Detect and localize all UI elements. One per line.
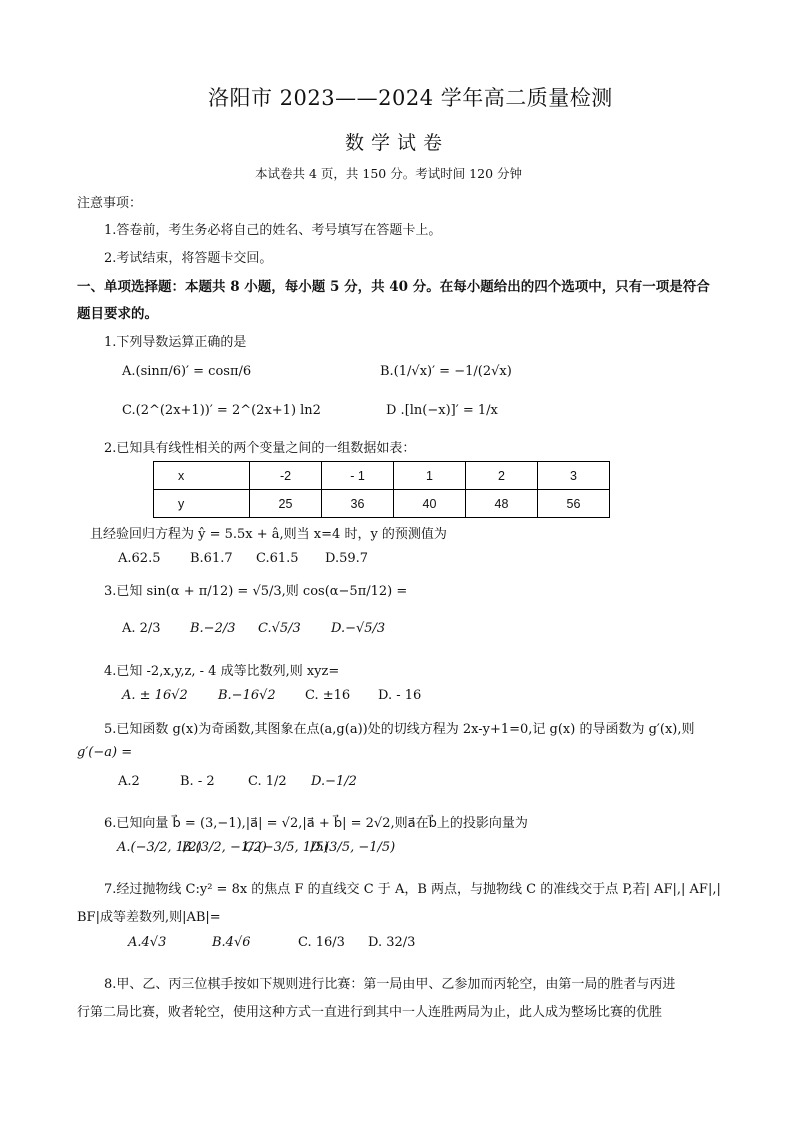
page-title: 洛阳市 2023——2024 学年高二质量检测 [208,86,613,110]
section-heading: 一、单项选择题：本题共 8 小题，每小题 5 分，共 40 分。在每小题给出的四个选项中，只有一项是符合 [77,279,710,295]
question-1-stem: 1.下列导数运算正确的是 [104,335,247,350]
q7-option-c: C. 16/3 [298,935,345,950]
notice-heading: 注意事项： [77,196,143,211]
table-cell: y [154,490,250,518]
q4-option-a: A. ± 16√2 [122,688,188,703]
q7-option-b: B.4√6 [212,935,251,950]
q3-option-b: B.−2/3 [190,621,236,636]
q5-option-c: C. 1/2 [248,774,287,789]
table-row [154,490,610,518]
q5-option-b: B. - 2 [180,774,215,789]
q6-option-b: B.(3/2, −1/2) [182,840,267,855]
table-cell: 56 [538,490,610,518]
question-7-stem: 7.经过抛物线 C:y² = 8x 的焦点 F 的直线交 C 于 A，B 两点，与抛物线 C 的准线交于点 P,若| AF|,| AF|,| [104,882,721,897]
q2-option-c: C.61.5 [256,551,299,566]
table-cell: x [154,462,250,490]
q7-option-d: D. 32/3 [368,935,416,950]
q1-option-b: B.(1/√x)′ = −1/(2√x) [380,364,512,379]
q6-option-c: C.(−3/5, 1/5) [244,840,329,855]
page-subtitle: 数学试卷 [345,132,450,154]
question-3-stem: 3.已知 sin(α + π/12) = √5/3,则 cos(α−5π/12) = [104,584,408,599]
q4-option-c: C. ±16 [305,688,351,703]
q4-option-d: D. - 16 [378,688,422,703]
q4-option-b: B.−16√2 [218,688,276,703]
question-8-stem: 8.甲、乙、丙三位棋手按如下规则进行比赛：第一局由甲、乙参加而丙轮空，由第一局的胜者与丙进 [104,977,676,992]
notice-item: 2.考试结束，将答题卡交回。 [104,251,273,266]
table-cell: - 1 [322,462,394,490]
exam-info: 本试卷共 4 页，共 150 分。考试时间 120 分钟 [255,166,523,181]
table-cell: 48 [466,490,538,518]
table-cell: 25 [250,490,322,518]
q2-option-b: B.61.7 [190,551,233,566]
table-cell: 1 [394,462,466,490]
table-row [154,462,610,490]
question-2-continuation: 且经验回归方程为 ŷ = 5.5x + â,则当 x=4 时，y 的预测值为 [90,527,447,542]
question-2-stem: 2.已知具有线性相关的两个变量之间的一组数据如表： [104,441,416,456]
q2-option-d: D.59.7 [325,551,369,566]
table-cell: 2 [466,462,538,490]
q5-option-d: D.−1/2 [311,774,357,789]
q3-option-c: C.√5/3 [258,621,301,636]
q1-option-d: D .[ln(−x)]′ = 1/x [386,403,498,418]
q6-option-a: A.(−3/2, 1/2) [117,840,202,855]
q1-option-a: A.(sinπ/6)′ = cosπ/6 [122,364,252,379]
q1-option-c: C.(2^(2x+1))′ = 2^(2x+1) ln2 [122,403,321,418]
table-cell: 36 [322,490,394,518]
table-cell: 3 [538,462,610,490]
q5-option-a: A.2 [118,774,140,789]
notice-item: 1.答卷前，考生务必将自己的姓名、考号填写在答题卡上。 [104,223,442,238]
question-8-stem-cont: 行第二局比赛，败者轮空，使用这种方式一直进行到其中一人连胜两局为止，此人成为整场比赛的优胜 [77,1005,663,1020]
section-heading-cont: 题目要求的。 [77,306,158,322]
q3-option-a: A. 2/3 [122,621,161,636]
q7-option-a: A.4√3 [128,935,167,950]
table-cell: 40 [394,490,466,518]
q6-option-d: D.(3/5, −1/5) [310,840,396,855]
question-5-stem: 5.已知函数 g(x)为奇函数,其图象在点(a,g(a))处的切线方程为 2x-y+1=0,记 g(x) 的导函数为 g′(x),则 [104,722,695,737]
table-cell: -2 [250,462,322,490]
question-7-stem-cont: BF|成等差数列,则|AB|= [77,910,221,925]
data-table [153,461,610,518]
q3-option-d: D.−√5/3 [331,621,386,636]
q2-option-a: A.62.5 [118,551,161,566]
question-5-stem-cont: g′(−a) = [77,745,133,760]
question-6-stem: 6.已知向量 b⃗ = (3,−1),|a⃗| = √2,|a⃗ + b⃗| = 2√2,则a⃗在b⃗上的投影向量为 [104,816,528,831]
question-4-stem: 4.已知 -2,x,y,z, - 4 成等比数列,则 xyz= [104,664,340,679]
